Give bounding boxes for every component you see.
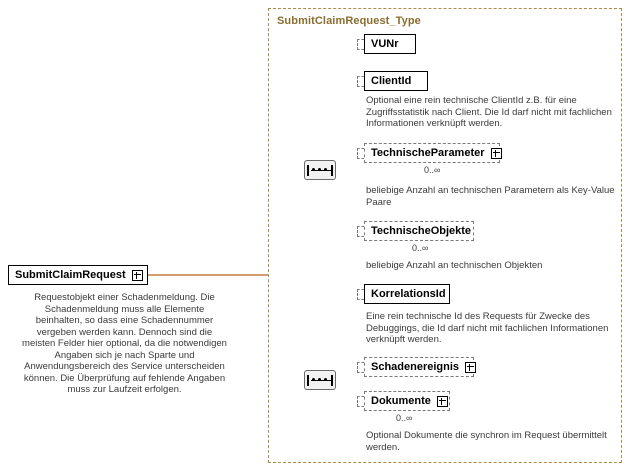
element-vunr[interactable] — [364, 34, 416, 54]
expand-icon[interactable] — [132, 270, 143, 281]
optional-stub — [357, 76, 364, 87]
root-element-label: SubmitClaimRequest — [15, 269, 126, 281]
element-korrelationsid[interactable] — [364, 284, 450, 304]
sequence-dot — [312, 168, 315, 171]
expand-icon[interactable] — [491, 148, 502, 159]
optional-stub — [357, 148, 364, 159]
element-label: Dokumente — [371, 395, 431, 407]
sequence-left-bar — [307, 375, 309, 386]
element-label: ClientId — [371, 75, 412, 87]
element-technischeobjekte[interactable] — [364, 221, 474, 241]
element-clientid[interactable] — [364, 71, 428, 91]
element-dokumente-documentation: Optional Dokumente die synchron im Request übermittelt werden. — [366, 430, 607, 453]
sequence-compositor-upper[interactable] — [304, 160, 336, 180]
element-label: Schadenereignis — [371, 361, 460, 373]
element-technischeobjekte-occurrence: 0..∞ — [412, 243, 429, 253]
sequence-left-bar — [307, 165, 309, 176]
sequence-dot — [324, 168, 327, 171]
expand-icon[interactable] — [437, 396, 448, 407]
element-technischeparameter-occurrence: 0..∞ — [424, 165, 441, 175]
element-technischeobjekte-documentation: beliebige Anzahl an technischen Objekten — [366, 260, 543, 271]
element-korrelationsid-documentation: Eine rein technische Id des Requests für Zwecke des Debuggings, die Id darf nicht mit fachlichen Informationen verknüpft werden. — [366, 311, 609, 345]
optional-stub — [357, 39, 364, 50]
optional-stub — [357, 289, 364, 300]
type-title: SubmitClaimRequest_Type — [277, 15, 421, 27]
root-element-documentation: Requestobjekt einer Schadenmeldung. Die Schadenmeldung muss alle Elemente beinhalten, so dass eine Schadennummer vergeben werden kann. Dennoch sind die meisten Felder hier optional, da die notwendigen Angaben sich je nach Sparte und Anwendungsbereich des Service unterscheiden können. Die Überprüfung auf fehlende Angaben muss zur Laufzeit erfolgen. — [22, 292, 227, 395]
sequence-right-bar — [331, 375, 333, 386]
element-label: VUNr — [371, 38, 399, 50]
optional-stub — [357, 226, 364, 237]
optional-stub — [357, 396, 364, 407]
element-label: TechnischeObjekte — [371, 225, 472, 237]
optional-stub — [357, 362, 364, 373]
element-dokumente-occurrence: 0..∞ — [396, 413, 413, 423]
element-technischeparameter-documentation: beliebige Anzahl an technischen Parametern als Key-Value Paare — [366, 185, 615, 208]
element-label: KorrelationsId — [371, 288, 446, 300]
sequence-dot — [312, 378, 315, 381]
sequence-dot — [324, 378, 327, 381]
element-label: TechnischeParameter — [371, 147, 485, 159]
element-dokumente[interactable] — [364, 391, 450, 411]
element-schadenereignis[interactable] — [364, 357, 474, 377]
element-clientid-documentation: Optional eine rein technische ClientId z.B. für eine Zugriffsstatistik nach Client. Die Id darf nicht mit fachlichen Informationen verknüpft werden. — [366, 95, 612, 129]
element-technischeparameter[interactable] — [364, 143, 500, 163]
sequence-dot — [318, 378, 321, 381]
expand-icon[interactable] — [465, 362, 476, 373]
sequence-compositor-lower[interactable] — [304, 370, 336, 390]
root-element-submitclaimrequest[interactable] — [8, 265, 148, 285]
sequence-dot — [318, 168, 321, 171]
sequence-right-bar — [331, 165, 333, 176]
